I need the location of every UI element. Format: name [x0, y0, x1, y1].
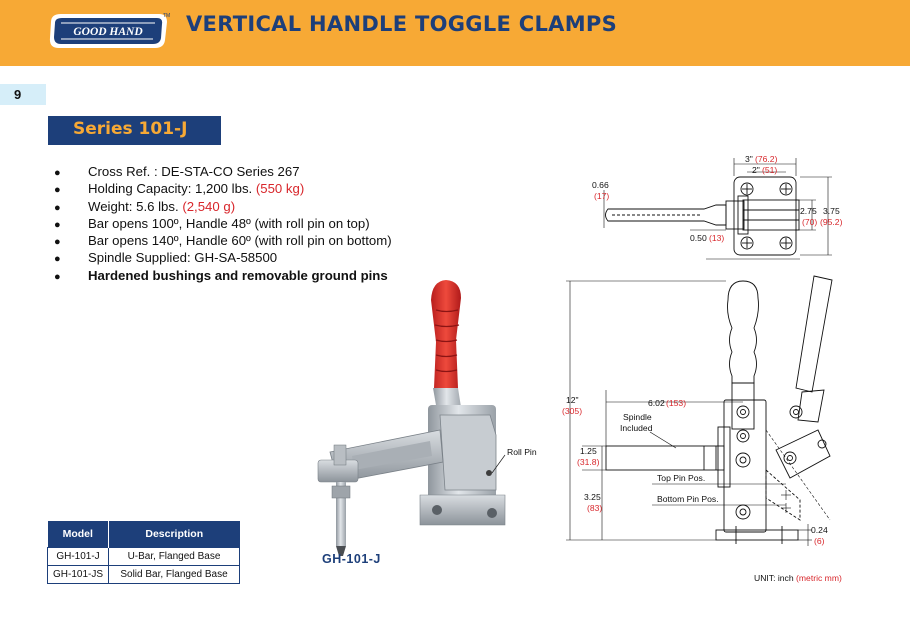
svg-text:3.75: 3.75 [823, 206, 840, 216]
svg-text:Top Pin Pos.: Top Pin Pos. [657, 473, 706, 483]
bullet-icon: ● [54, 236, 61, 249]
bullet-icon: ● [54, 201, 61, 214]
svg-text:(76.2): (76.2) [755, 154, 778, 164]
svg-text:0.66: 0.66 [592, 180, 609, 190]
bullet-icon: ● [54, 253, 61, 266]
spec-item: ● Bar opens 140º, Handle 60º (with roll pin on bottom) [54, 232, 392, 249]
top-view-drawing [604, 158, 832, 259]
page-title: VERTICAL HANDLE TOGGLE CLAMPS [186, 12, 618, 36]
svg-text:(6): (6) [814, 536, 825, 546]
bullet-icon: ● [54, 167, 61, 179]
page-number: 9 [0, 84, 46, 105]
svg-text:Included: Included [620, 423, 653, 433]
svg-text:12": 12" [566, 395, 579, 405]
spec-item: ● Hardened bushings and removable ground pins [54, 267, 392, 284]
table-cell: U-Bar, Flanged Base [109, 548, 240, 566]
side-view-drawing [566, 276, 832, 546]
table-header-row [48, 521, 240, 548]
svg-text:(31.8): (31.8) [577, 457, 600, 467]
spec-item: ● Bar opens 100º, Handle 48º (with roll pin on top) [54, 215, 392, 232]
photo-caption: GH-101-J [322, 552, 381, 566]
clamp-photo [318, 280, 505, 556]
svg-text:TM: TM [163, 13, 171, 19]
svg-text:3": 3" [745, 154, 753, 164]
table-cell: GH-101-J [48, 548, 109, 566]
spec-item: ● Cross Ref. : DE-STA-CO Series 267 [54, 163, 392, 180]
model-table [47, 521, 240, 584]
table-cell: GH-101-JS [48, 566, 109, 584]
svg-text:(305): (305) [562, 406, 583, 416]
svg-text:(83): (83) [587, 503, 603, 513]
svg-text:0.50: 0.50 [690, 233, 707, 243]
bullet-icon: ● [54, 184, 61, 197]
column-header-model: Model [48, 521, 109, 548]
spec-item: ● Holding Capacity: 1,200 lbs. (550 kg) [54, 180, 392, 197]
svg-text:Spindle: Spindle [623, 412, 652, 422]
svg-text:2.75: 2.75 [800, 206, 817, 216]
svg-text:1.25: 1.25 [580, 446, 597, 456]
svg-text:0.24: 0.24 [811, 525, 828, 535]
svg-text:(17): (17) [594, 191, 610, 201]
bullet-icon: ● [54, 218, 61, 231]
svg-text:6.02: 6.02 [648, 398, 665, 408]
spindle-top-nut [334, 445, 346, 465]
table-row [48, 566, 240, 584]
svg-text:(70): (70) [802, 217, 818, 227]
roll-pin-callout: Roll Pin [507, 447, 537, 457]
svg-text:(13): (13) [709, 233, 725, 243]
bullet-icon: ● [54, 270, 61, 283]
svg-text:Bottom Pin Pos.: Bottom Pin Pos. [657, 494, 719, 504]
spec-item: ● Spindle Supplied: GH-SA-58500 [54, 249, 392, 266]
roll-pin [486, 470, 492, 476]
table-row [48, 548, 240, 566]
table-cell: Solid Bar, Flanged Base [109, 566, 240, 584]
svg-text:3.25: 3.25 [584, 492, 601, 502]
svg-text:2": 2" [752, 165, 760, 175]
unit-note: UNIT: inch (metric mm) [754, 573, 842, 583]
svg-text:(51): (51) [762, 165, 778, 175]
svg-text:(95.2): (95.2) [820, 217, 843, 227]
svg-text:GOOD HAND: GOOD HAND [73, 26, 143, 38]
spec-item: ● Weight: 5.6 lbs. (2,540 g) [54, 198, 392, 215]
series-title: Series 101-J [73, 119, 188, 139]
column-header-description: Description [109, 521, 240, 548]
svg-text:(153): (153) [666, 398, 687, 408]
